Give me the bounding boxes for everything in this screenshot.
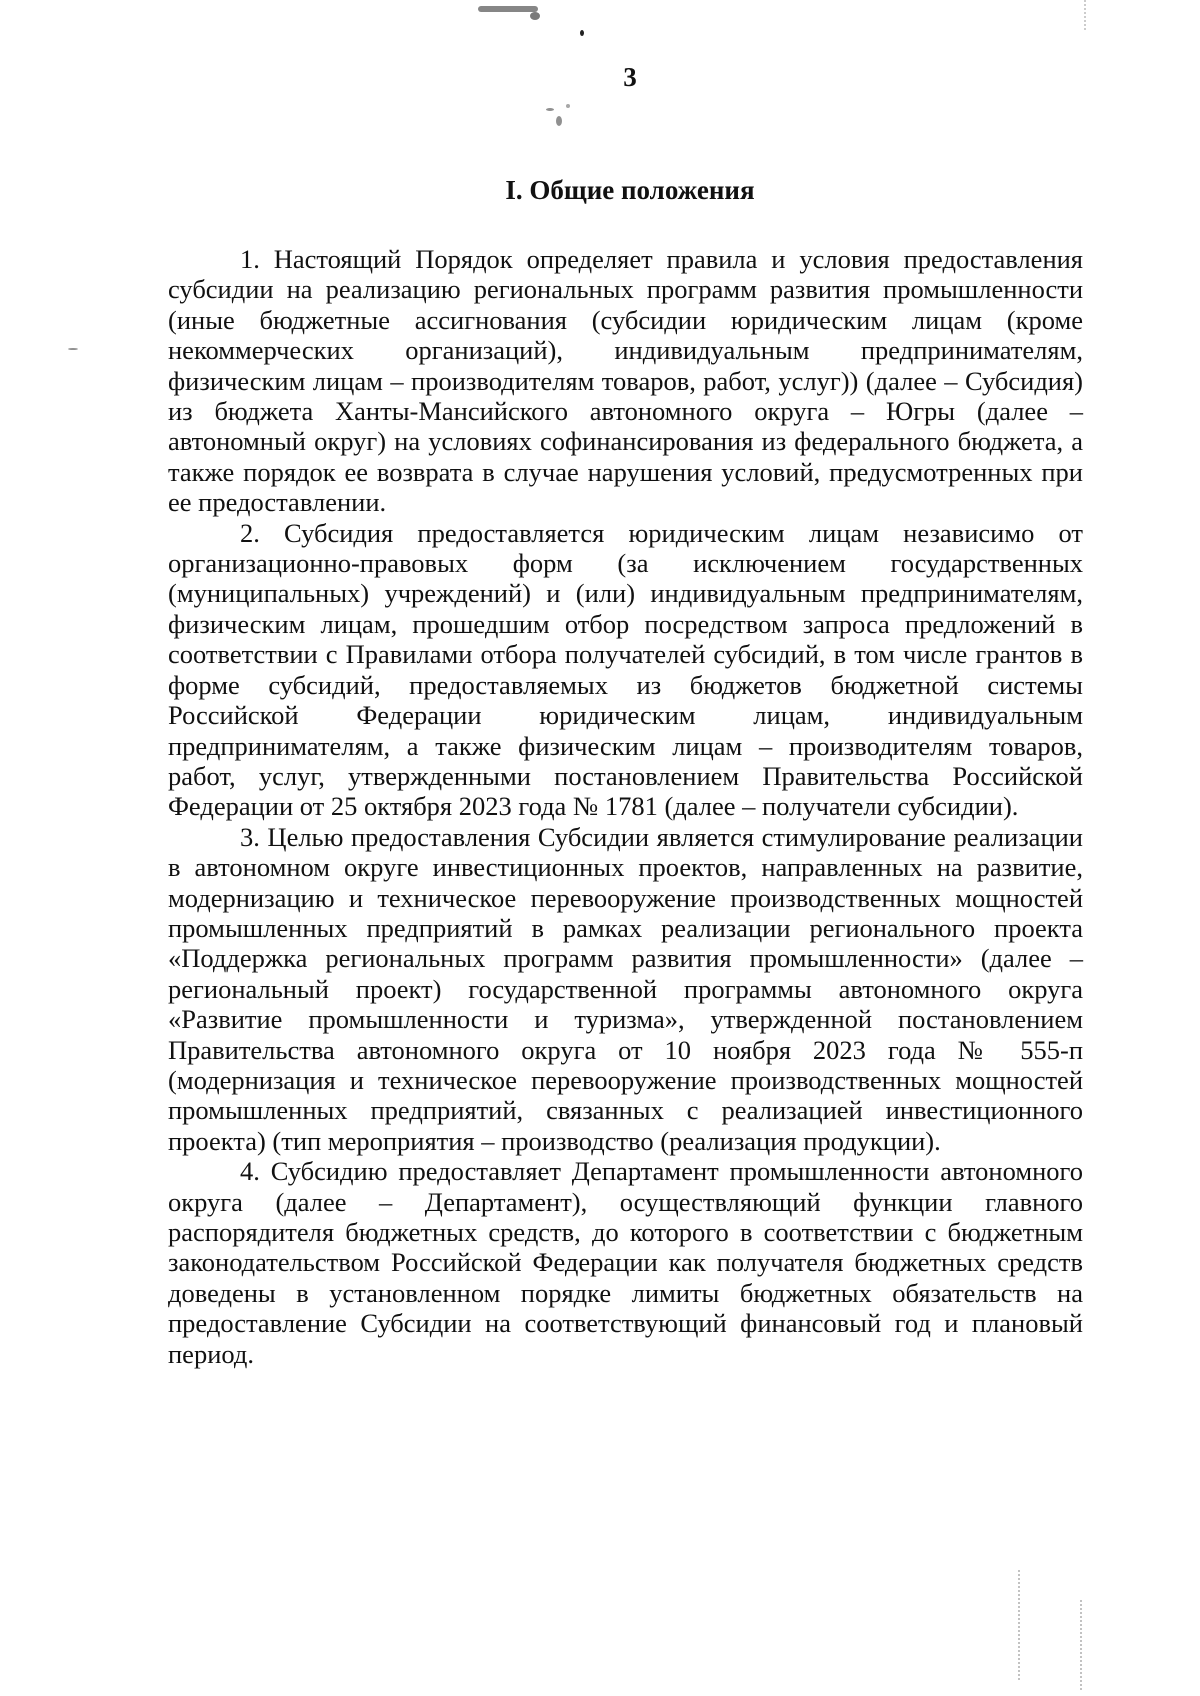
scan-artifact: [556, 116, 562, 126]
paragraph-2: 2. Субсидия предоставляется юридическим лицам независимо от организационно-правовых форм (за исключением государственных (муниципальных) учреждений) и (или) индивидуальным предпринимателям, физическим лицам, прошедшим отбор посредством запроса предложений в соответствии с Правилами отбора получателей субсидий, в том числе грантов в форме субсидий, предоставляемых из бюджетов бюджетной системы Российской Федерации юридическим лицам, индивидуальным предпринимателям, а также физическим лицам – производителям товаров, работ, услуг, утвержденными постановлением Правительства Российской Федерации от 25 октября 2023 года № 1781 (далее – получатели субсидии).: [168, 517, 1083, 822]
scan-artifact: [530, 12, 540, 20]
scan-artifact: [546, 108, 554, 111]
scan-artifact: [580, 30, 584, 36]
document-body: [168, 244, 1083, 1369]
scan-artifact: [566, 104, 570, 108]
section-heading: I. Общие положения: [505, 175, 755, 205]
paragraph-3: 3. Целью предоставления Субсидии является стимулирование реализации в автономном округе инвестиционных проектов, направленных на развитие, модернизацию и техническое перевооружение производственных мощностей промышленных предприятий в рамках реализации регионального проекта «Поддержка региональных программ развития промышленности» (далее – региональный проект) государственной программы автономного округа «Развитие промышленности и туризма», утвержденной постановлением Правительства автономного округа от 10 ноября 2023 года № 555-п (модернизация и техническое перевооружение производственных мощностей промышленных предприятий, связанных с реализацией инвестиционного проекта) (тип мероприятия – производство (реализация продукции).: [168, 821, 1083, 1156]
page-number: 3: [623, 62, 637, 92]
scan-artifact: [478, 6, 538, 12]
scan-artifact: [1084, 0, 1088, 30]
paragraph-4: 4. Субсидию предоставляет Департамент промышленности автономного округа (далее – Департамент), осуществляющий функции главного распорядителя бюджетных средств, до которого в соответствии с бюджетным законодательством Российской Федерации как получателя бюджетных средств доведены в установленном порядке лимиты бюджетных обязательств на предоставление Субсидии на соответствующий финансовый год и плановый период.: [168, 1156, 1083, 1369]
scan-artifact: [1080, 1600, 1084, 1690]
scan-artifact: [68, 348, 78, 350]
paragraph-1: 1. Настоящий Порядок определяет правила и условия предоставления субсидии на реализацию региональных программ развития промышленности (иные бюджетные ассигнования (субсидии юридическим лицам (кроме некоммерческих организаций), индивидуальным предпринимателям, физическим лицам – производителям товаров, работ, услуг)) (далее – Субсидия) из бюджета Ханты-Мансийского автономного округа – Югры (далее – автономный округ) на условиях софинансирования из федерального бюджета, а также порядок ее возврата в случае нарушения условий, предусмотренных при ее предоставлении.: [168, 244, 1083, 518]
scan-artifact: [1018, 1570, 1022, 1680]
